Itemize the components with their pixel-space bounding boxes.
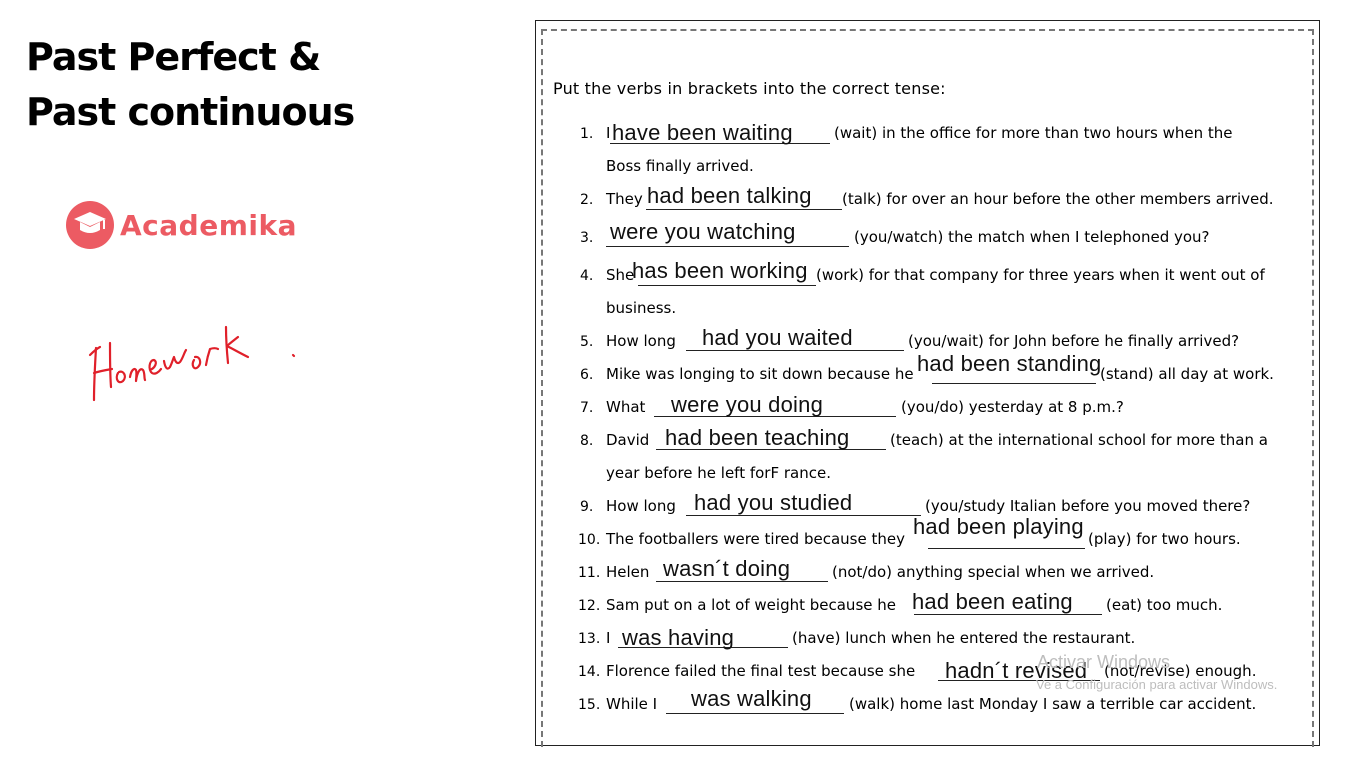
item-text-pre: I (606, 629, 611, 647)
item-text-pre: She (606, 266, 635, 284)
answer-text: had been playing (913, 514, 1084, 539)
watermark-subtitle: Ve a Configuración para activar Windows. (1036, 677, 1278, 692)
item-text-post: (have) lunch when he entered the restaurant. (792, 629, 1136, 647)
answer-text: had been standing (917, 351, 1102, 376)
item-text-post: (eat) too much. (1106, 596, 1223, 614)
item-text-pre: They (606, 190, 643, 208)
item-number: 1. (580, 126, 594, 142)
item-number: 6. (580, 367, 594, 383)
item-text-post: (not/do) anything special when we arrived. (832, 563, 1155, 581)
item-text-pre: Florence failed the final test because she (606, 662, 916, 680)
answer-text: had you studied (694, 490, 853, 515)
item-text-pre: How long (606, 332, 676, 350)
answer-text: wasn´t doing (663, 556, 791, 581)
item-text-post: (you/do) yesterday at 8 p.m.? (901, 398, 1124, 416)
item-text-post: (teach) at the international school for more than a (890, 431, 1268, 449)
item-text-post: (wait) in the office for more than two hours when the (834, 124, 1233, 142)
item-number: 14. (578, 664, 601, 680)
instruction: Put the verbs in brackets into the correct tense: (553, 79, 946, 98)
handwriting-text: Homework. (88, 315, 94, 316)
answer-blank (646, 209, 842, 210)
graduation-cap-icon (66, 201, 114, 249)
answer-text: were you watching (610, 219, 796, 244)
answer-text: was walking (691, 686, 812, 711)
item-text-cont: year before he left forF rance. (606, 464, 831, 482)
answer-text: had been talking (647, 183, 812, 208)
item-text-post: (you/watch) the match when I telephoned you? (854, 228, 1210, 246)
item-text-pre: Sam put on a lot of weight because he (606, 596, 896, 614)
answer-text: was having (622, 625, 735, 650)
item-number: 8. (580, 433, 594, 449)
item-text-post: (work) for that company for three years when it went out of (816, 266, 1265, 284)
item-number: 9. (580, 499, 594, 515)
item-text-pre: The footballers were tired because they (606, 530, 905, 548)
title-line-1: Past Perfect & (26, 35, 321, 79)
handwritten-homework (88, 315, 308, 415)
item-number: 11. (578, 565, 601, 581)
item-text-pre: Helen (606, 563, 650, 581)
item-text-post: (you/study Italian before you moved there? (925, 497, 1251, 515)
item-text-post: (talk) for over an hour before the other members arrived. (842, 190, 1274, 208)
page-title (26, 30, 354, 140)
logo-text: Academika (120, 208, 297, 242)
academika-logo (66, 200, 297, 250)
answer-text: have been waiting (612, 120, 793, 145)
item-number: 13. (578, 631, 601, 647)
item-text-pre: David (606, 431, 650, 449)
item-text-post: (stand) all day at work. (1100, 365, 1274, 383)
answer-blank (928, 548, 1085, 549)
answer-blank (638, 285, 816, 286)
item-number: 5. (580, 334, 594, 350)
item-text-pre: I (606, 124, 611, 142)
item-text-pre: While I (606, 695, 658, 713)
title-line-2: Past continuous (26, 90, 355, 134)
item-text-pre: Mike was longing to sit down because he (606, 365, 914, 383)
answer-blank (606, 246, 849, 247)
item-text-cont: business. (606, 299, 677, 317)
watermark-title: Activar Windows (1037, 652, 1171, 672)
answer-text: were you doing (671, 392, 824, 417)
worksheet (535, 20, 1320, 746)
answer-text: had been eating (912, 589, 1073, 614)
item-text-post: (not/revise) enough. (1104, 662, 1257, 680)
item-number: 15. (578, 697, 601, 713)
answer-text: has been working (632, 258, 808, 283)
item-text-post: (walk) home last Monday I saw a terrible car accident. (849, 695, 1257, 713)
item-text-pre: How long (606, 497, 676, 515)
answer-text: had been teaching (665, 425, 850, 450)
answer-blank (932, 383, 1096, 384)
answer-text: had you waited (702, 325, 853, 350)
item-number: 7. (580, 400, 594, 416)
item-number: 2. (580, 192, 594, 208)
item-text-cont: Boss finally arrived. (606, 157, 754, 175)
item-number: 10. (578, 532, 601, 548)
item-number: 4. (580, 268, 594, 284)
item-text-post: (play) for two hours. (1088, 530, 1241, 548)
item-text-pre: What (606, 398, 646, 416)
item-number: 3. (580, 230, 594, 246)
item-text-post: (you/wait) for John before he finally arrived? (908, 332, 1240, 350)
answer-text: hadn´t revised (945, 658, 1088, 683)
item-number: 12. (578, 598, 601, 614)
answer-blank (666, 713, 844, 714)
